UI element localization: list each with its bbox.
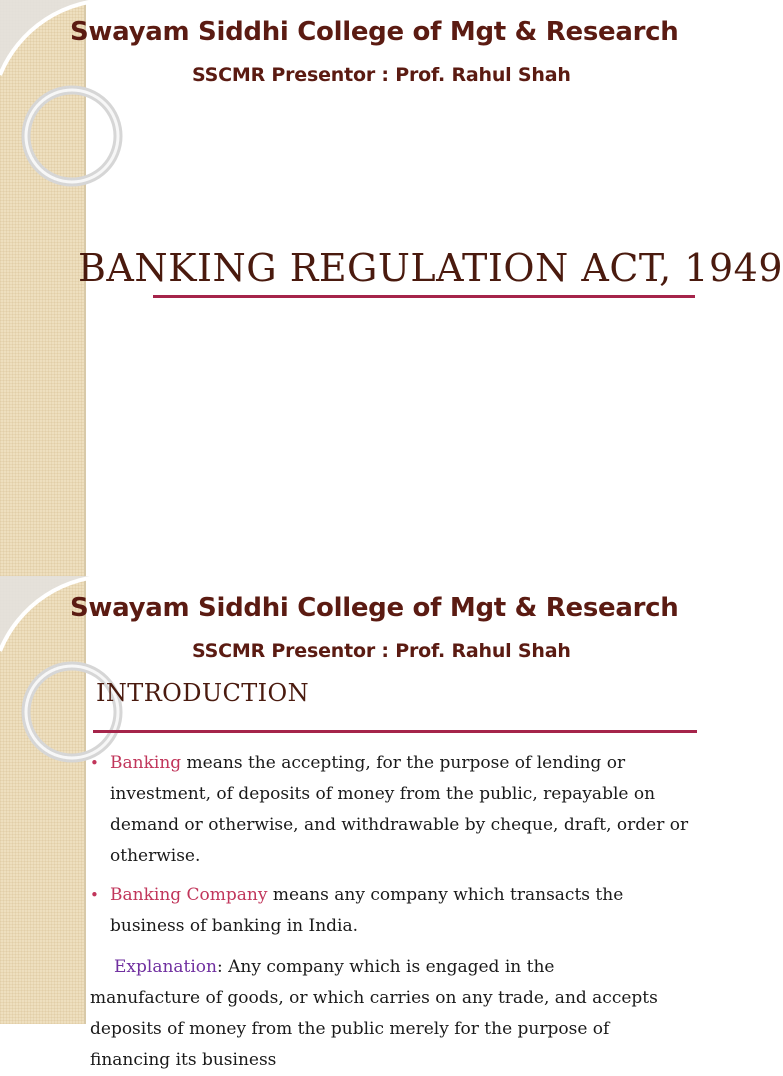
explanation-term: Explanation — [114, 957, 217, 977]
definition-text: means the accepting, for the purpose of lending or investment, of deposits of money from the public, repayable on demand or otherwise, and withdrawable by cheque, draft, order or otherwise. — [110, 753, 689, 866]
bullet-item — [90, 748, 690, 872]
heading-underline — [93, 730, 697, 733]
title-underline — [153, 295, 695, 298]
presenter-line: SSCMR Presentor : Prof. Rahul Shah — [192, 640, 571, 662]
org-title: Swayam Siddhi College of Mgt & Research — [70, 593, 679, 623]
bullet-icon: • — [90, 754, 99, 772]
bullet-icon: • — [90, 886, 99, 904]
slide-content — [90, 748, 690, 1076]
explanation-text: : Any company which is engaged in the — [217, 957, 555, 977]
slide-title-text: BANKING REGULATION ACT, 1949 — [78, 246, 783, 290]
defined-term: Banking — [110, 753, 182, 773]
presenter-line: SSCMR Presentor : Prof. Rahul Shah — [192, 64, 571, 86]
explanation-paragraph — [90, 952, 690, 1076]
explanation-continuation: manufacture of goods, or which carries on any trade, and accepts deposits of money from the public merely for the purpose of financing its business — [90, 988, 658, 1070]
definition-text: means any company which transacts the business of banking in India. — [110, 885, 624, 936]
section-heading: INTRODUCTION — [96, 679, 310, 707]
bullet-item — [90, 880, 690, 942]
defined-term: Banking Company — [110, 885, 268, 905]
org-title: Swayam Siddhi College of Mgt & Research — [70, 17, 679, 47]
slide-introduction — [0, 576, 768, 1070]
